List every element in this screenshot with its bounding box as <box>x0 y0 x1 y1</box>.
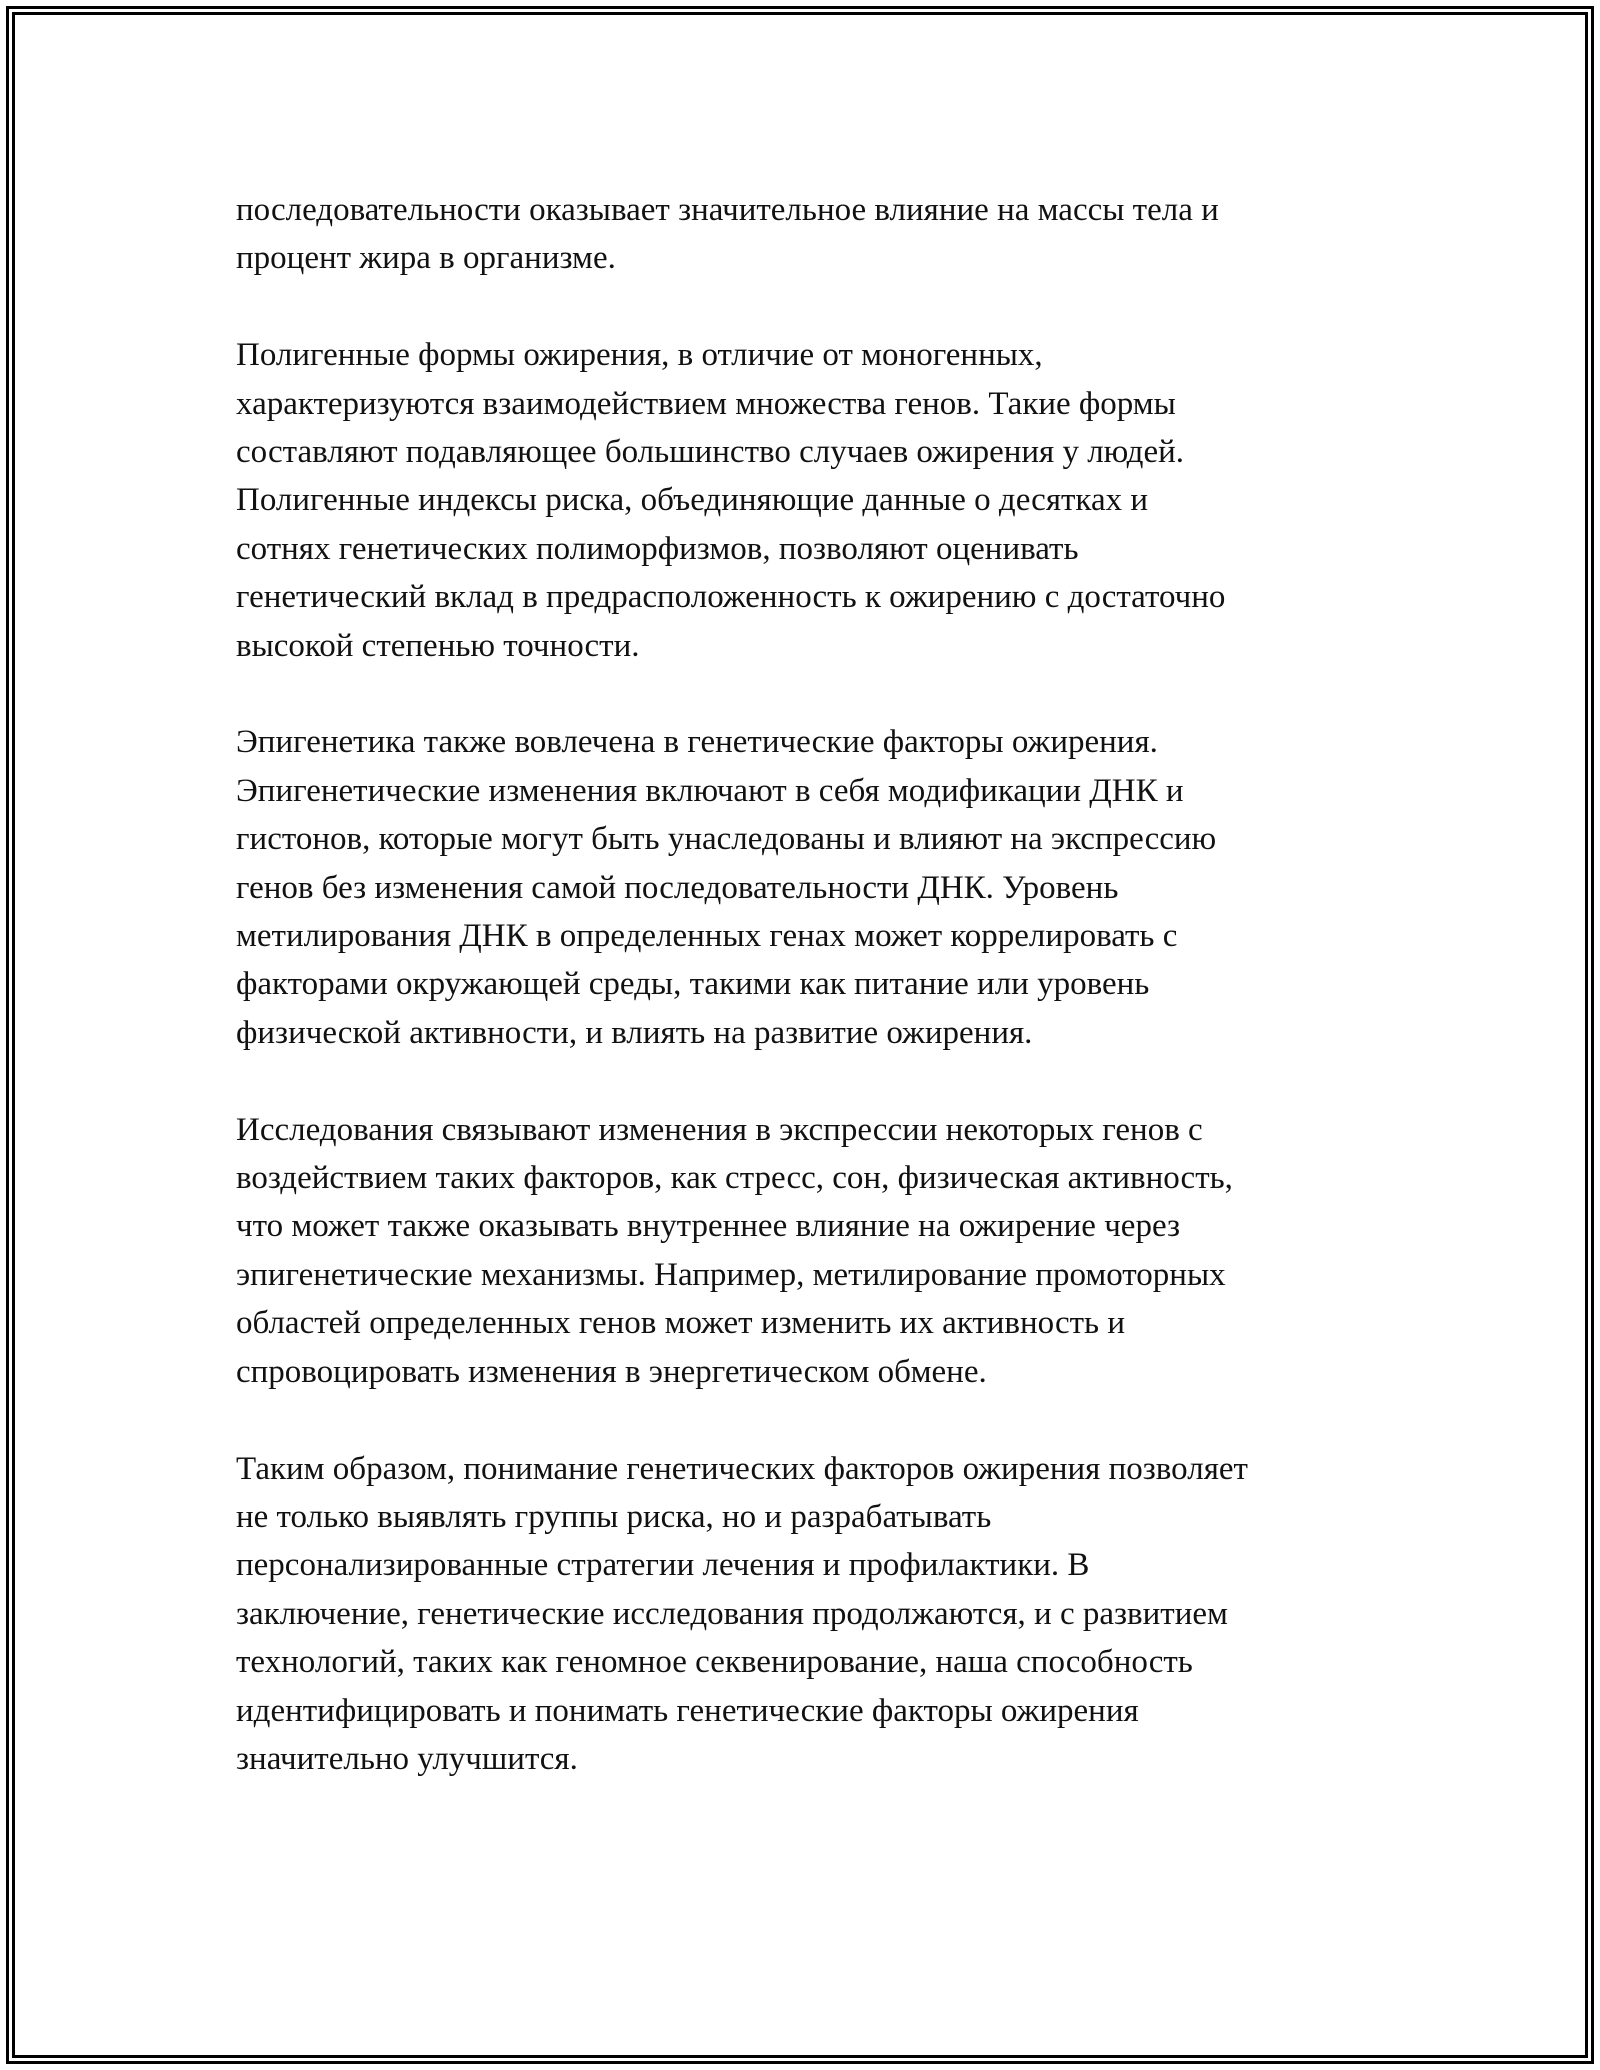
text-line: Таким образом, понимание генетических факторов ожирения позволяет <box>236 1450 1248 1487</box>
text-line: спровоцировать изменения в энергетическом обмене. <box>236 1353 987 1390</box>
text-line: генов без изменения самой последовательности ДНК. Уровень <box>236 869 1119 906</box>
document-body <box>236 186 1396 1783</box>
text-line: технологий, таких как геномное секвенирование, наша способность <box>236 1644 1193 1681</box>
text-line: сотнях генетических полиморфизмов, позволяют оценивать <box>236 530 1079 567</box>
text-line: характеризуются взаимодействием множества генов. Такие формы <box>236 385 1176 422</box>
paragraph-3 <box>236 718 1396 1057</box>
text-line: воздействием таких факторов, как стресс, сон, физическая активность, <box>236 1160 1233 1197</box>
text-line: составляют подавляющее большинство случаев ожирения у людей. <box>236 434 1185 471</box>
text-line: процент жира в организме. <box>236 240 616 277</box>
text-line: Эпигенетические изменения включают в себя модификации ДНК и <box>236 772 1184 809</box>
text-line: гистонов, которые могут быть унаследованы и влияют на экспрессию <box>236 821 1217 858</box>
paragraph-4 <box>236 1106 1396 1396</box>
text-line: Эпигенетика также вовлечена в генетические факторы ожирения. <box>236 724 1158 761</box>
text-line: областей определенных генов может изменить их активность и <box>236 1305 1125 1342</box>
text-line: персонализированные стратегии лечения и профилактики. В <box>236 1547 1090 1584</box>
text-line: Полигенные индексы риска, объединяющие данные о десятках и <box>236 482 1149 519</box>
text-line: эпигенетические механизмы. Например, метилирование промоторных <box>236 1256 1226 1293</box>
text-line: не только выявлять группы риска, но и разрабатывать <box>236 1498 992 1535</box>
text-line: значительно улучшится. <box>236 1740 578 1777</box>
text-line: последовательности оказывает значительное влияние на массы тела и <box>236 192 1219 228</box>
text-line: метилирования ДНК в определенных генах может коррелировать с <box>236 918 1178 955</box>
text-line: идентифицировать и понимать генетические факторы ожирения <box>236 1692 1139 1729</box>
text-line: физической активности, и влиять на развитие ожирения. <box>236 1014 1033 1051</box>
paragraph-2 <box>236 331 1396 670</box>
text-line: заключение, генетические исследования продолжаются, и с развитием <box>236 1595 1228 1632</box>
text-line: что может также оказывать внутреннее влияние на ожирение через <box>236 1208 1181 1245</box>
text-line: Исследования связывают изменения в экспрессии некоторых генов с <box>236 1111 1203 1148</box>
text-line: Полигенные формы ожирения, в отличие от моногенных, <box>236 337 1043 374</box>
paragraph-1 <box>236 186 1396 283</box>
text-line: факторами окружающей среды, такими как питание или уровень <box>236 966 1150 1003</box>
text-line: генетический вклад в предрасположенность к ожирению с достаточно <box>236 579 1226 616</box>
text-line: высокой степенью точности. <box>236 627 640 664</box>
paragraph-5 <box>236 1445 1396 1784</box>
